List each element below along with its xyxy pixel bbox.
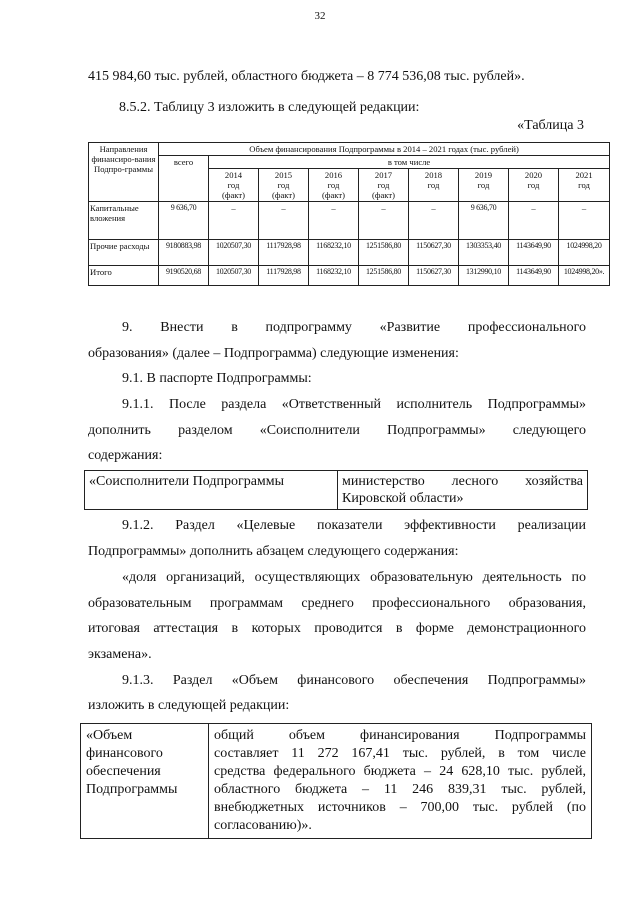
text-line: 9.1.3. Раздел «Объем финансового обеспечения Подпрограммы» [122, 673, 586, 688]
text-line: итоговая аттестация в которых проводится в форме демонстрационного [88, 621, 586, 636]
table-row [85, 471, 588, 510]
coexec-value: министерство лесного хозяйства Кировской области» [338, 471, 588, 510]
table-cell: 9180883,98 [159, 240, 209, 266]
table-cell: 1024998,20 [559, 240, 610, 266]
table-cell: – [509, 202, 559, 240]
direction-header: Направления финансиро-вания Подпро-граммы [89, 143, 159, 202]
table-cell: 1117928,98 [259, 266, 309, 286]
volume-header: Объем финансирования Подпрограммы в 2014 – 2021 годах (тыс. рублей) [159, 143, 610, 156]
year-header: 2016 год (факт) [309, 169, 359, 202]
year-header: 2019 год [459, 169, 509, 202]
text-line: 8.5.2. Таблицу 3 изложить в следующей редакции: [119, 100, 420, 115]
coexecutors-table [84, 470, 588, 510]
text-line: образовательным программам среднего профессионального образования, [88, 596, 586, 611]
year-header: 2021 год [559, 169, 610, 202]
text-line: образования» (далее – Подпрограмма) следующие изменения: [88, 346, 459, 361]
text-line: 9.1. В паспорте Подпрограммы: [122, 371, 312, 386]
year-header: 2014 год (факт) [209, 169, 259, 202]
total-header: всего [159, 156, 209, 202]
text-line: содержания: [88, 448, 163, 463]
text-line: 415 984,60 тыс. рублей, областного бюджета – 8 774 536,08 тыс. рублей». [88, 69, 525, 84]
year-header: 2020 год [509, 169, 559, 202]
table-cell: – [409, 202, 459, 240]
table-cell: 1150627,30 [409, 240, 459, 266]
including-header: в том числе [209, 156, 610, 169]
page-number: 32 [314, 10, 326, 22]
table-cell: – [559, 202, 610, 240]
year-header: 2018 год [409, 169, 459, 202]
row-label: Прочие расходы [89, 240, 159, 266]
year-header: 2017 год (факт) [359, 169, 409, 202]
table-cell: 1024998,20». [559, 266, 610, 286]
table-cell: 1150627,30 [409, 266, 459, 286]
budget-table [88, 142, 610, 286]
text-line: изложить в следующей редакции: [88, 698, 290, 713]
table-cell: – [259, 202, 309, 240]
finance-value: общий объем финансирования Подпрограммы составляет 11 272 167,41 тыс. рублей, в том числе средства федерального бюджета – 24 628,10 тыс. рублей, областного бюджета – 11 246 839,31 тыс. рублей, внебюджетных источников – 700,00 тыс. рублей (по согласованию)». [209, 724, 592, 839]
table-cell: 9 636,70 [159, 202, 209, 240]
table-cell: – [359, 202, 409, 240]
table-cell: 1168232,10 [309, 240, 359, 266]
table-row [89, 202, 610, 240]
table-cell: 1020507,30 [209, 240, 259, 266]
text-line: 9.1.1. После раздела «Ответственный исполнитель Подпрограммы» [122, 397, 586, 412]
year-header: 2015 год (факт) [259, 169, 309, 202]
table-cell: 1312990,10 [459, 266, 509, 286]
text-line: 9.1.2. Раздел «Целевые показатели эффективности реализации [122, 518, 586, 533]
table-caption: «Таблица 3 [517, 118, 584, 133]
table-cell: 9 636,70 [459, 202, 509, 240]
text-line: экзамена». [88, 647, 152, 662]
text-line: дополнить разделом «Соисполнители Подпрограммы» следующего [88, 423, 586, 438]
coexec-label: «Соисполнители Подпрограммы [85, 471, 338, 510]
table-cell: 1303353,40 [459, 240, 509, 266]
table-cell: – [209, 202, 259, 240]
table-cell: 1117928,98 [259, 240, 309, 266]
table-cell: 1251586,80 [359, 240, 409, 266]
table-row [89, 240, 610, 266]
finance-table [80, 723, 592, 839]
table-row [89, 266, 610, 286]
table-cell: 1020507,30 [209, 266, 259, 286]
table-cell: 1251586,80 [359, 266, 409, 286]
table-cell: 1143649,90 [509, 266, 559, 286]
row-label: Итого [89, 266, 159, 286]
table-cell: 9190520,68 [159, 266, 209, 286]
text-line: 9. Внести в подпрограмму «Развитие профессионального [122, 320, 586, 335]
table-row [81, 724, 592, 839]
text-line: «доля организаций, осуществляющих образовательную деятельность по [122, 570, 586, 585]
table-cell: – [309, 202, 359, 240]
table-cell: 1168232,10 [309, 266, 359, 286]
finance-label: «Объем финансового обеспечения Подпрограммы [81, 724, 209, 839]
row-label: Капитальные вложения [89, 202, 159, 240]
text-line: Подпрограммы» дополнить абзацем следующего содержания: [88, 544, 459, 559]
table-cell: 1143649,90 [509, 240, 559, 266]
